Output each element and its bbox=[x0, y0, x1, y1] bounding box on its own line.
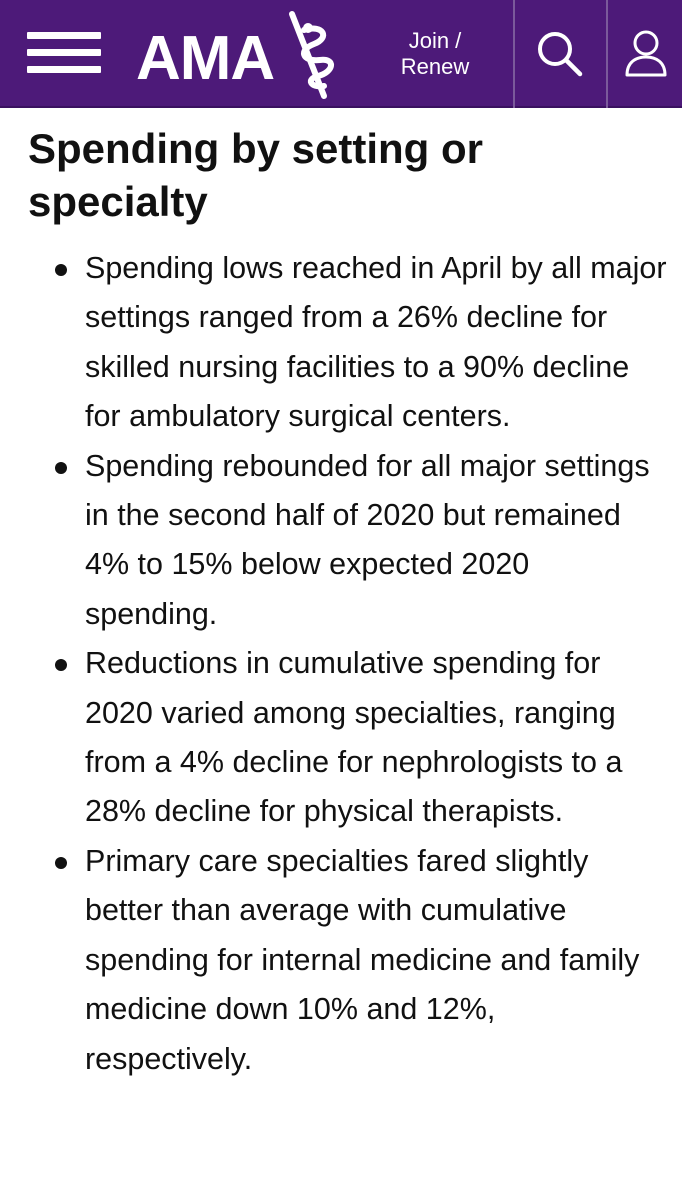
join-label: Join / bbox=[408, 28, 462, 53]
bullet-dot-icon bbox=[55, 659, 67, 671]
renew-label: Renew bbox=[400, 54, 470, 79]
bullet-dot-icon bbox=[55, 264, 67, 276]
join-renew-link[interactable] bbox=[380, 28, 490, 80]
list-item-text: Spending lows reached in April by all major settings ranged from a 26% decline for skilled nursing facilities to a 90% decline for ambulatory surgical centers. bbox=[85, 251, 667, 434]
search-icon bbox=[535, 29, 585, 79]
list-item bbox=[28, 837, 668, 1084]
bullet-list bbox=[28, 244, 668, 1084]
list-item-text: Spending rebounded for all major settings in the second half of 2020 but remained 4% to 15% below expected 2020 spending. bbox=[85, 448, 650, 631]
article-content bbox=[28, 122, 668, 1084]
brand-wordmark: AMA bbox=[136, 24, 275, 93]
bullet-dot-icon bbox=[55, 857, 67, 869]
hamburger-menu-icon[interactable] bbox=[27, 30, 101, 74]
list-item bbox=[28, 442, 668, 640]
list-item-text: Primary care specialties fared slightly better than average with cumulative spending for internal medicine and family medicine down 10% and 12%, respectively. bbox=[85, 843, 640, 1076]
search-button[interactable] bbox=[515, 0, 605, 108]
account-button[interactable] bbox=[608, 0, 682, 108]
section-heading: Spending by setting or specialty bbox=[28, 125, 484, 225]
site-header bbox=[0, 0, 682, 108]
user-icon bbox=[624, 30, 668, 78]
list-item bbox=[28, 639, 668, 837]
bullet-dot-icon bbox=[55, 462, 67, 474]
list-item-text: Reductions in cumulative spending for 2020 varied among specialties, ranging from a 4% decline for nephrologists to a 28% decline for physical therapists. bbox=[85, 646, 623, 829]
ama-logo[interactable] bbox=[136, 10, 346, 100]
caduceus-icon bbox=[284, 10, 344, 100]
list-item bbox=[28, 244, 668, 442]
